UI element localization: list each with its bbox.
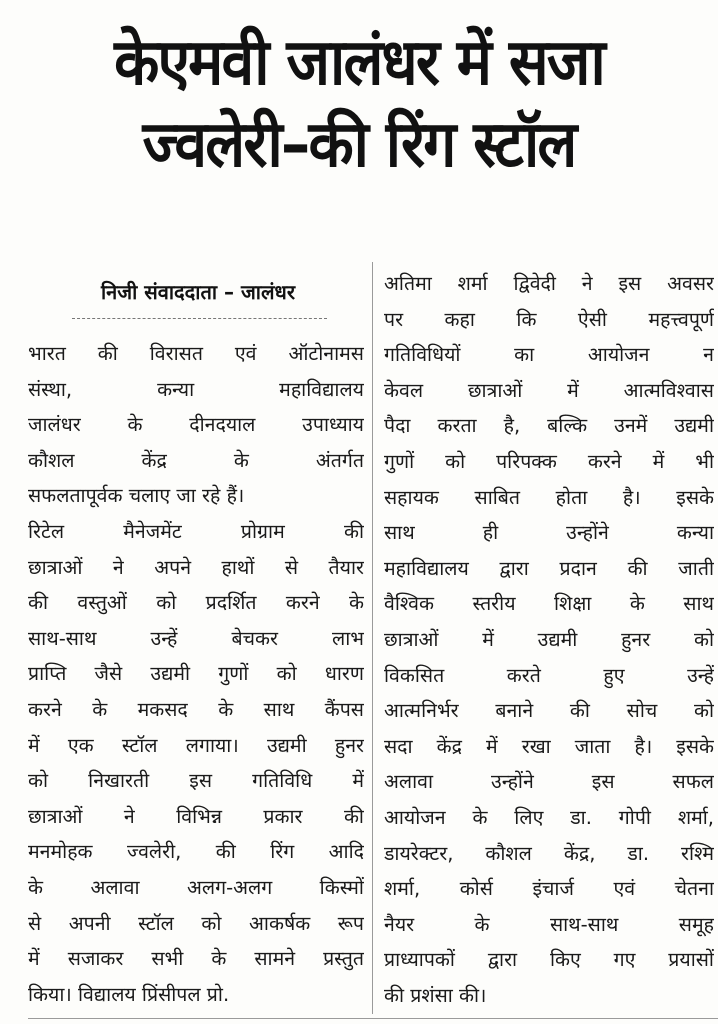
headline-line-1: केएमवी जालंधर में सजा [114,26,604,100]
text-line: रिटेल मैनेजमेंट प्रोग्राम की [28,519,364,543]
text-line: के अलावा अलग-अलग किस्मों [28,875,364,899]
text-line: में सजाकर सभी के सामने प्रस्तुत [28,947,364,971]
byline: निजी संवाददाता – जालंधर [100,280,296,304]
text-line: छात्राओं में उद्यमी हुनर को [384,627,714,651]
text-line: भारत की विरासत एवं ऑटोनामस [28,342,364,365]
text-line: गतिविधियों का आयोजन न [384,343,714,367]
headline-line-2: ज्वलेरी–की रिंग स्टॉल [142,108,576,182]
article-left-column [28,336,364,1012]
text-line: पर कहा कि ऐसी महत्त्वपूर्ण [384,307,714,331]
text-line: शर्मा, कोर्स इंचार्ज एवं चेतना [384,877,714,901]
text-line: जालंधर के दीनदयाल उपाध्याय [28,413,364,437]
text-line: डायरेक्टर, कौशल केंद्र, डा. रश्मि [384,841,714,865]
text-line: में एक स्टॉल लगाया। उद्यमी हुनर [28,733,364,757]
text-line: गुणों को परिपक्क करने में भी [384,449,714,473]
article-right-column [384,266,714,1013]
text-line: सफलतापूर्वक चलाए जा रहे हैं। [28,484,245,508]
text-line: साथ ही उन्होंने कन्या [384,521,714,545]
headline [29,22,690,186]
text-line: की प्रशंसा की। [384,983,487,1007]
text-line: संस्था, कन्या महाविद्यालय [28,377,364,401]
text-line: वैश्विक स्तरीय शिक्षा के साथ [384,592,714,616]
byline-separator [72,318,327,319]
bottom-rule [28,1018,718,1019]
text-line: महाविद्यालय द्वारा प्रदान की जाती [384,556,714,580]
text-line: मनमोहक ज्वलेरी, की रिंग आदि [28,840,364,864]
text-line: नैयर के साथ-साथ समूह [384,912,714,936]
text-line: अतिमा शर्मा द्विवेदी ने इस अवसर [384,272,714,295]
text-line: विकसित करते हुए उन्हें [384,663,714,687]
text-line: करने के मकसद के साथ कैंपस [28,697,364,721]
text-line: सहायक साबित होता है। इसके [384,485,714,509]
text-line: आत्मनिर्भर बनाने की सोच को [384,699,714,723]
text-line: अलावा उन्होंने इस सफल [384,770,714,794]
text-line: को निखारती इस गतिविधि में [28,769,364,793]
text-line: प्राध्यापकों द्वारा किए गए प्रयासों [384,948,714,972]
text-line: प्राप्ति जैसे उद्यमी गुणों को धारण [28,662,364,686]
text-line: साथ-साथ उन्हें बेचकर लाभ [28,626,364,650]
text-line: केवल छात्राओं में आत्मविश्वास [384,378,714,402]
text-line: कौशल केंद्र के अंतर्गत [28,448,364,472]
text-line: सदा केंद्र में रखा जाता है। इसके [384,734,714,758]
text-line: किया। विद्यालय प्रिंसीपल प्रो. [28,982,230,1006]
text-line: की वस्तुओं को प्रदर्शित करने के [28,591,364,615]
text-line: आयोजन के लिए डा. गोपी शर्मा, [384,805,714,829]
text-line: छात्राओं ने अपने हाथों से तैयार [28,555,364,579]
text-line: पैदा करता है, बल्कि उनमें उद्यमी [384,414,714,438]
text-line: से अपनी स्टॉल को आकर्षक रूप [28,911,364,935]
text-line: छात्राओं ने विभिन्न प्रकार की [28,804,364,828]
column-divider [372,262,373,1014]
